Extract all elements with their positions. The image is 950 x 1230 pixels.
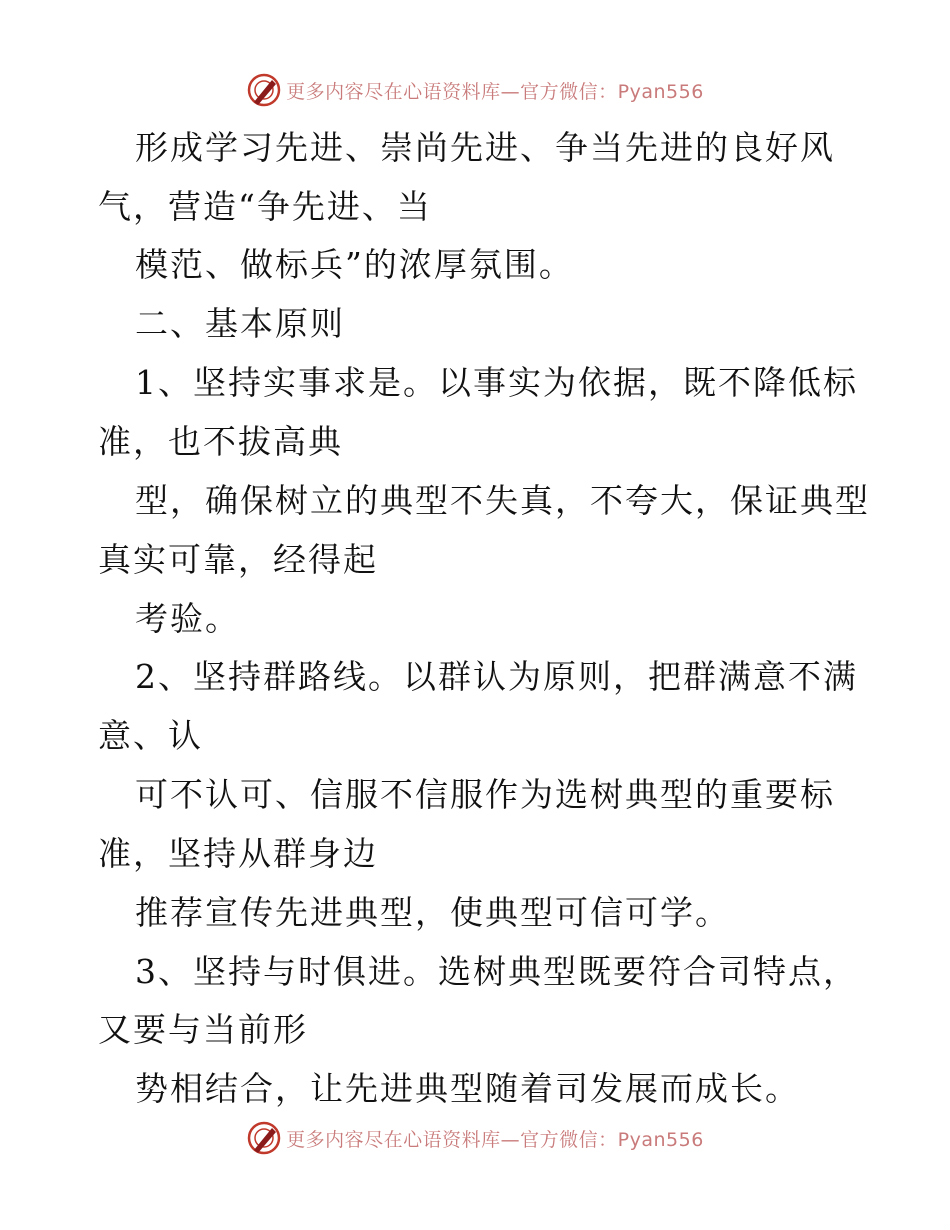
text-line: 真实可靠，经得起 bbox=[98, 540, 378, 579]
text-line: 又要与当前形 bbox=[98, 1010, 308, 1049]
text-line: 型，确保树立的典型不失真，不夸大，保证典型 bbox=[135, 481, 870, 520]
text-line: 1、坚持实事求是。以事实为依据，既不降低标 bbox=[135, 363, 858, 402]
text-line: 形成学习先进、崇尚先进、争当先进的良好风 bbox=[135, 128, 835, 167]
watermark-text: 更多内容尽在心语资料库—官方微信：Pyan556 bbox=[286, 1128, 704, 1151]
watermark-text: 更多内容尽在心语资料库—官方微信：Pyan556 bbox=[286, 80, 704, 103]
footer-watermark bbox=[0, 1118, 950, 1158]
text-line: 气，营造“争先进、当 bbox=[98, 187, 432, 226]
text-line: 可不认可、信服不信服作为选树典型的重要标 bbox=[135, 775, 835, 814]
header-watermark bbox=[0, 70, 950, 110]
text-line: 考验。 bbox=[135, 599, 240, 638]
pen-logo-icon bbox=[246, 1120, 282, 1156]
text-line: 意、认 bbox=[98, 716, 203, 755]
text-line: 3、坚持与时俱进。选树典型既要符合司特点， bbox=[135, 952, 858, 991]
text-line: 势相结合，让先进典型随着司发展而成长。 bbox=[135, 1069, 800, 1108]
pen-logo-icon bbox=[246, 72, 282, 108]
section-heading: 二、基本原则 bbox=[135, 304, 345, 343]
text-line: 模范、做标兵”的浓厚氛围。 bbox=[135, 245, 574, 284]
text-line: 准，坚持从群身边 bbox=[98, 834, 378, 873]
text-line: 准，也不拔高典 bbox=[98, 422, 343, 461]
text-line: 2、坚持群路线。以群认为原则，把群满意不满 bbox=[135, 657, 858, 696]
text-line: 推荐宣传先进典型，使典型可信可学。 bbox=[135, 893, 730, 932]
